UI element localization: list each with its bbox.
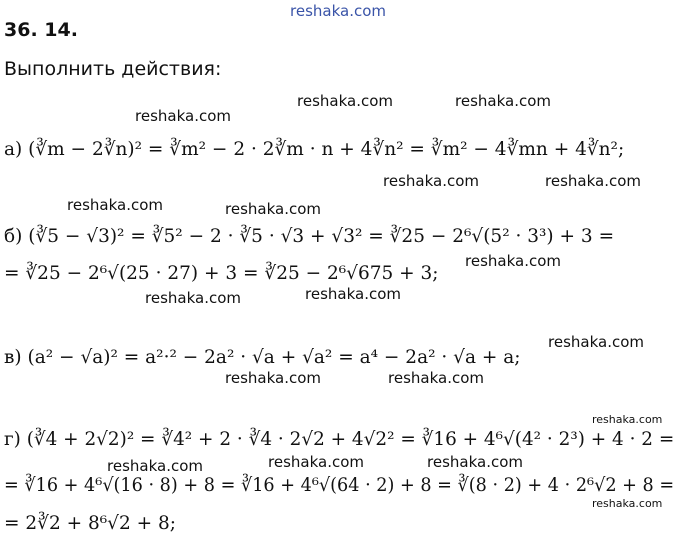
watermark: reshaka.com [107, 457, 203, 475]
watermark: reshaka.com [145, 289, 241, 307]
watermark: reshaka.com [465, 252, 561, 270]
problem-number: 36. 14. [4, 19, 78, 41]
watermark: reshaka.com [545, 172, 641, 190]
watermark: reshaka.com [548, 333, 644, 351]
watermark: reshaka.com [455, 92, 551, 110]
watermark: reshaka.com [225, 200, 321, 218]
watermark: reshaka.com [225, 369, 321, 387]
solution-line-g3: = 2∛2 + 8⁶√2 + 8; [4, 513, 176, 534]
solution-line-b2: = ∛25 − 2⁶√(25 · 27) + 3 = ∛25 − 2⁶√675 + 3; [4, 263, 439, 284]
solution-line-g2: = ∛16 + 4⁶√(16 · 8) + 8 = ∛16 + 4⁶√(64 · 2) + 8 = ∛(8 · 2) + 4 · 2⁶√2 + 8 = [4, 475, 675, 496]
solution-line-b1: б) (∛5 − √3)² = ∛5² − 2 · ∛5 · √3 + √3² = ∛25 − 2⁶√(5² · 3³) + 3 = [4, 226, 615, 247]
watermark: reshaka.com [383, 172, 479, 190]
watermark: reshaka.com [67, 196, 163, 214]
solution-line-v: в) (a² − √a)² = a²·² − 2a² · √a + √a² = a⁴ − 2a² · √a + a; [4, 347, 521, 368]
watermark: reshaka.com [592, 497, 663, 510]
watermark: reshaka.com [297, 92, 393, 110]
solution-line-a: а) (∛m − 2∛n)² = ∛m² − 2 · 2∛m · n + 4∛n² = ∛m² − 4∛mn + 4∛n²; [4, 139, 625, 160]
watermark-top: reshaka.com [290, 2, 386, 20]
watermark: reshaka.com [388, 369, 484, 387]
watermark: reshaka.com [305, 285, 401, 303]
watermark: reshaka.com [427, 453, 523, 471]
watermark: reshaka.com [268, 453, 364, 471]
watermark: reshaka.com [592, 413, 663, 426]
solution-line-g1: г) (∛4 + 2√2)² = ∛4² + 2 · ∛4 · 2√2 + 4√2² = ∛16 + 4⁶√(4² · 2³) + 4 · 2 = [4, 429, 675, 450]
watermark: reshaka.com [135, 107, 231, 125]
problem-instruction: Выполнить действия: [4, 58, 222, 80]
